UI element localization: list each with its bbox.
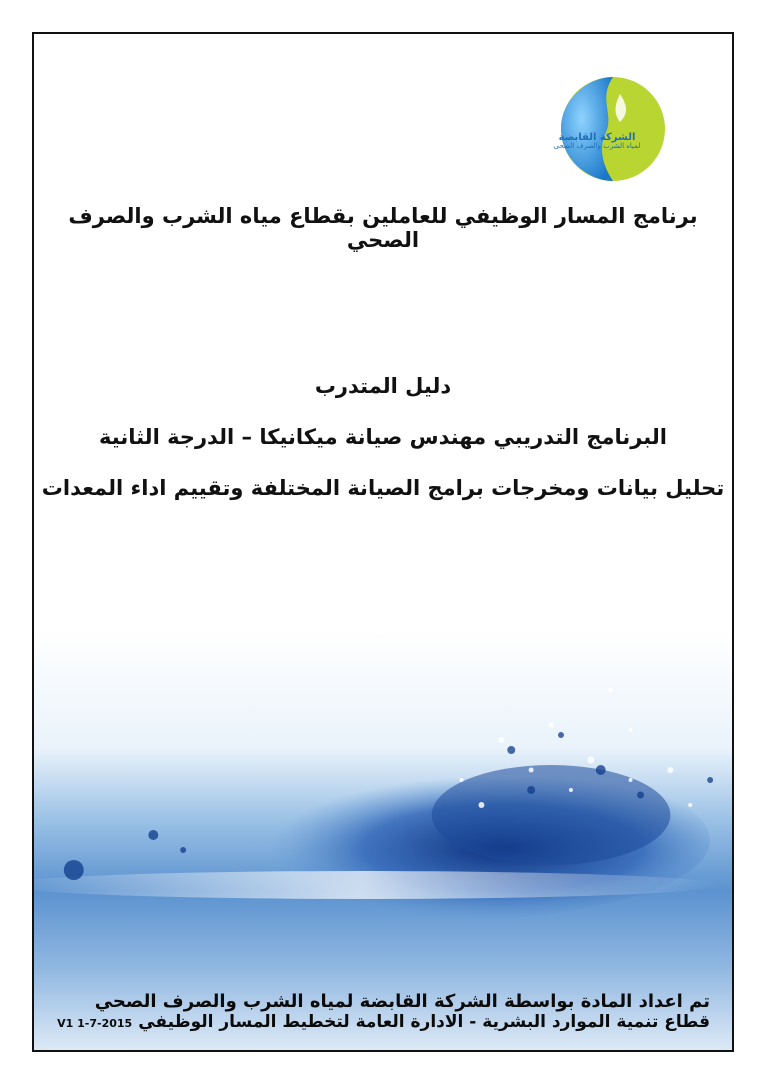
water-splash-image — [34, 630, 732, 1050]
topic-title: تحليل بيانات ومخرجات برامج الصيانة المختلفة وتقييم اداء المعدات — [41, 476, 725, 500]
version-label: V1 1-7-2015 — [57, 1017, 133, 1030]
footer-line2: قطاع تنمية الموارد البشرية - الادارة العامة لتخطيط المسار الوظيفي — [138, 1012, 710, 1032]
logo-text — [542, 132, 652, 151]
logo-emblem — [558, 74, 668, 184]
document-page — [32, 32, 734, 1052]
guide-heading: دليل المتدرب — [314, 374, 452, 398]
logo-name-line2: لمياه الشرب والصرف الصحى — [553, 142, 641, 150]
training-program-title: البرنامج التدريبي مهندس صيانة ميكانيكا – الدرجة الثانية — [99, 425, 667, 449]
logo-name-line1: الشركة القابضة — [558, 132, 636, 143]
footer — [57, 991, 710, 1032]
company-logo — [558, 74, 668, 184]
footer-line1: تم اعداد المادة بواسطة الشركة القابضة لمياه الشرب والصرف الصحي — [94, 991, 710, 1012]
program-title: برنامج المسار الوظيفي للعاملين بقطاع مياه الشرب والصرف الصحي — [68, 204, 698, 252]
